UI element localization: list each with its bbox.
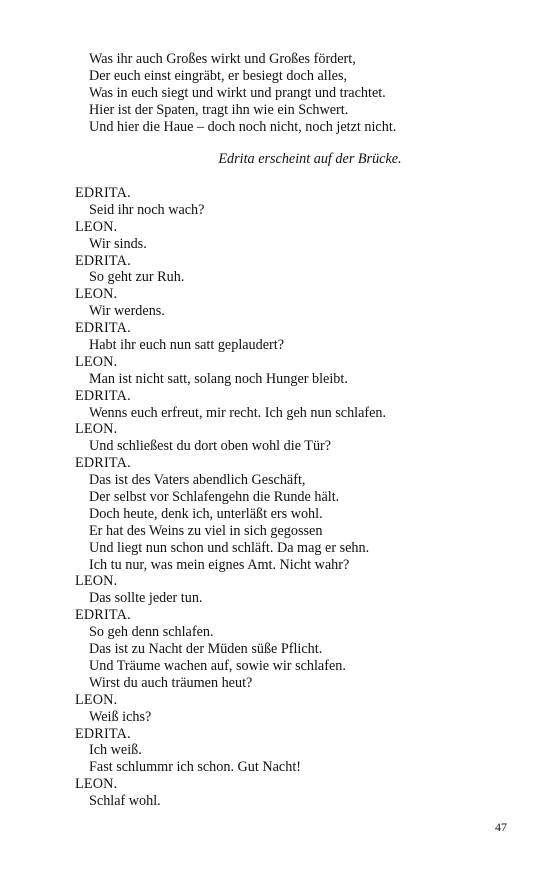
speech-line: Das sollte jeder tun. xyxy=(89,590,203,607)
speech-line: Man ist nicht satt, solang noch Hunger bleibt. xyxy=(89,370,348,387)
speech-line: Wenns euch erfreut, mir recht. Ich geh nun schlafen. xyxy=(89,404,387,421)
speaker-name: EDRITA. xyxy=(75,252,131,269)
speech-line: Und liegt nun schon und schläft. Da mag er sehn. xyxy=(89,539,370,556)
verse-line: Und hier die Haue – doch noch nicht, noch jetzt nicht. xyxy=(89,118,397,135)
verse-line: Was in euch siegt und wirkt und prangt und trachtet. xyxy=(89,84,386,101)
speech-line: Der selbst vor Schlafengehn die Runde hält. xyxy=(89,489,340,506)
speaker-name: LEON. xyxy=(75,691,118,708)
speech-line: Das ist des Vaters abendlich Geschäft, xyxy=(89,472,306,489)
speech-line: Und Träume wachen auf, sowie wir schlafen. xyxy=(89,657,346,674)
speaker-name: EDRITA. xyxy=(75,725,131,742)
speaker-name: LEON. xyxy=(75,421,118,438)
speaker-name: EDRITA. xyxy=(75,320,131,337)
speech-line: Das ist zu Nacht der Müden süße Pflicht. xyxy=(89,641,323,658)
speaker-name: EDRITA. xyxy=(75,455,131,472)
speech-line: Wirst du auch träumen heut? xyxy=(89,674,253,691)
speaker-name: LEON. xyxy=(75,286,118,303)
page-number: 47 xyxy=(495,820,507,834)
speaker-name: EDRITA. xyxy=(75,185,131,201)
speaker-name: EDRITA. xyxy=(75,387,131,404)
speaker-name: LEON. xyxy=(75,776,118,793)
speech-line: Weiß ichs? xyxy=(89,708,152,725)
speech-line: Fast schlummr ich schon. Gut Nacht! xyxy=(89,759,301,776)
speaker-name: LEON. xyxy=(75,218,118,235)
speaker-name: LEON. xyxy=(75,353,118,370)
verse-line: Hier ist der Spaten, tragt ihn wie ein Schwert. xyxy=(89,101,349,118)
verse-line: Der euch einst eingräbt, er besiegt doch alles, xyxy=(89,67,348,84)
speech-line: Wir sinds. xyxy=(89,235,147,252)
speaker-name: LEON. xyxy=(75,573,118,590)
speech-line: Habt ihr euch nun satt geplaudert? xyxy=(89,337,285,354)
verse-line: Was ihr auch Großes wirkt und Großes fördert, xyxy=(89,51,356,67)
stage-direction: Edrita erscheint auf der Brücke. xyxy=(218,151,402,167)
speech-line: Doch heute, denk ich, unterläßt ers wohl. xyxy=(89,505,323,522)
verse-opening xyxy=(75,51,515,135)
speech-line: Ich weiß. xyxy=(89,742,142,759)
speech-line: Und schließest du dort oben wohl die Tür? xyxy=(89,438,332,455)
speech-line: So geh denn schlafen. xyxy=(89,624,214,641)
speaker-name: EDRITA. xyxy=(75,607,131,624)
speech-line: Schlaf wohl. xyxy=(89,793,161,810)
dialogue xyxy=(75,185,515,810)
speech-line: Wir werdens. xyxy=(89,303,165,320)
speech-line: Ich tu nur, was mein eignes Amt. Nicht wahr? xyxy=(89,556,350,573)
speech-line: Seid ihr noch wach? xyxy=(89,201,205,218)
speech-line: So geht zur Ruh. xyxy=(89,269,185,286)
speech-line: Er hat des Weins zu viel in sich gegossen xyxy=(89,522,323,539)
